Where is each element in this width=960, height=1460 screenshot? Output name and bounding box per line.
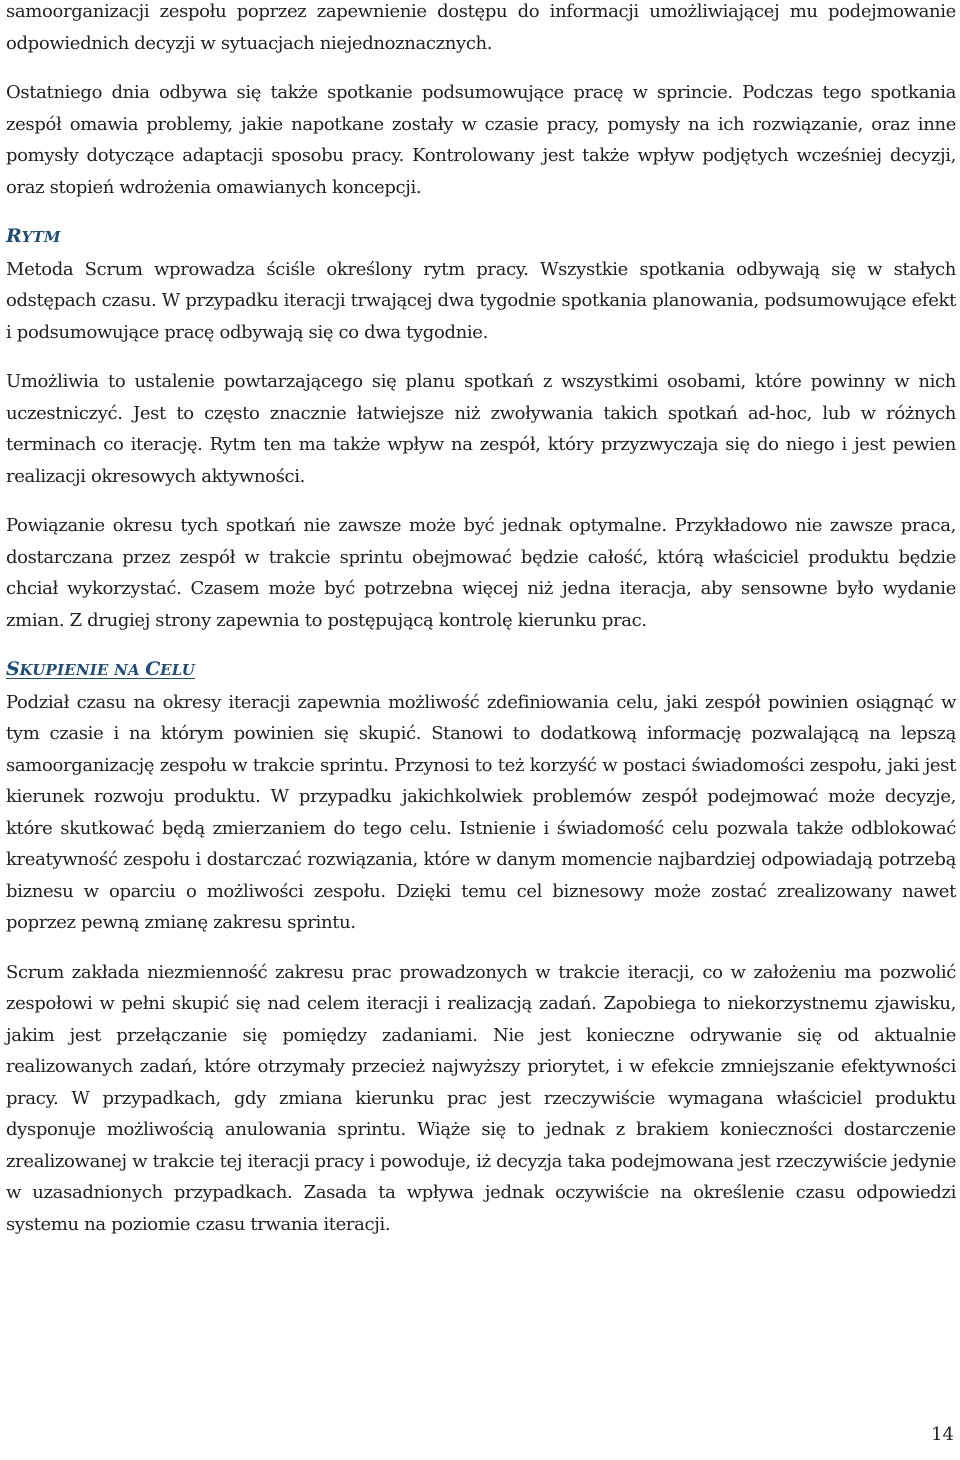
paragraph: Ostatniego dnia odbywa się także spotkanie podsumowujące pracę w sprincie. Podczas tego spotkania zespół omawia problemy, jakie napotkane zostały w czasie pracy, pomysły na ich rozwiązanie, oraz inne pomysły dotyczące adaptacji sposobu pracy. Kontrolowany jest także wpływ podjętych wcześniej decyzji, oraz stopień wdrożenia omawianych koncepcji. xyxy=(6,82,956,198)
section-heading-rytm: RYTM xyxy=(6,225,61,247)
page-number: 14 xyxy=(931,1424,954,1445)
paragraph: samoorganizacji zespołu poprzez zapewnienie dostępu do informacji umożliwiającej mu podejmowanie odpowiednich decyzji w sytuacjach niejednoznacznych. xyxy=(6,1,956,54)
paragraph: Metoda Scrum wprowadza ściśle określony rytm pracy. Wszystkie spotkania odbywają się w stałych odstępach czasu. W przypadku iteracji trwającej dwa tygodnie spotkania planowania, podsumowujące efekt i podsumowujące pracę odbywają się co dwa tygodnie. xyxy=(6,258,956,343)
section-heading-skupienie-na-celu: SKUPIENIE NA CELU xyxy=(6,658,195,680)
document-page xyxy=(6,0,956,1240)
paragraph: Podział czasu na okresy iteracji zapewnia możliwość zdefiniowania celu, jaki zespół powinien osiągnąć w tym czasie i na którym powinien się skupić. Stanowi to dodatkową informację pozwalającą na lepszą samoorganizację zespołu w trakcie sprintu. Przynosi to też korzyść w postaci świadomości zespołu, jaki jest kierunek rozwoju produktu. W przypadku jakichkolwiek problemów zespół podejmować może decyzje, które skutkować będą zmierzaniem do tego celu. Istnienie i świadomość celu pozwala także odblokować kreatywność zespołu i dostarczać rozwiązania, które w danym momencie najbardziej odpowiadają potrzebą biznesu w oparciu o możliwości zespołu. Dzięki temu cel biznesowy może zostać zrealizowany nawet poprzez pewną zmianę zakresu sprintu. xyxy=(6,691,956,933)
paragraph: Umożliwia to ustalenie powtarzającego się planu spotkań z wszystkimi osobami, które powinny w nich uczestniczyć. Jest to często znacznie łatwiejsze niż zwoływania takich spotkań ad-hoc, lub w różnych terminach co iterację. Rytm ten ma także wpływ na zespół, który przyzwyczaja się do niego i jest pewien realizacji okresowych aktywności. xyxy=(6,371,956,487)
paragraph: Scrum zakłada niezmienność zakresu prac prowadzonych w trakcie iteracji, co w założeniu ma pozwolić zespołowi w pełni skupić się nad celem iteracji i realizacją zadań. Zapobiega to niekorzystnemu zjawisku, jakim jest przełączanie się pomiędzy zadaniami. Nie jest konieczne odrywanie się od aktualnie realizowanych zadań, które otrzymały przecież najwyższy priorytet, i w efekcie zmniejszanie efektywności pracy. W przypadkach, gdy zmiana kierunku prac jest rzeczywiście wymagana właściciel produktu dysponuje możliwością anulowania sprintu. Wiąże się to jednak z brakiem konieczności dostarczenie zrealizowanej w trakcie tej iteracji pracy i powoduje, iż decyzja taka podejmowana jest rzeczywiście jedynie w uzasadnionych przypadkach. Zasada ta wpływa jednak oczywiście na określenie czasu odpowiedzi systemu na poziomie czasu trwania iteracji. xyxy=(6,961,956,1235)
paragraph: Powiązanie okresu tych spotkań nie zawsze może być jednak optymalne. Przykładowo nie zawsze praca, dostarczana przez zespół w trakcie sprintu obejmować będzie całość, którą właściciel produktu będzie chciał wykorzystać. Czasem może być potrzebna więcej niż jedna iteracja, aby sensowne było wydanie zmian. Z drugiej strony zapewnia to postępującą kontrolę kierunku prac. xyxy=(6,515,956,631)
